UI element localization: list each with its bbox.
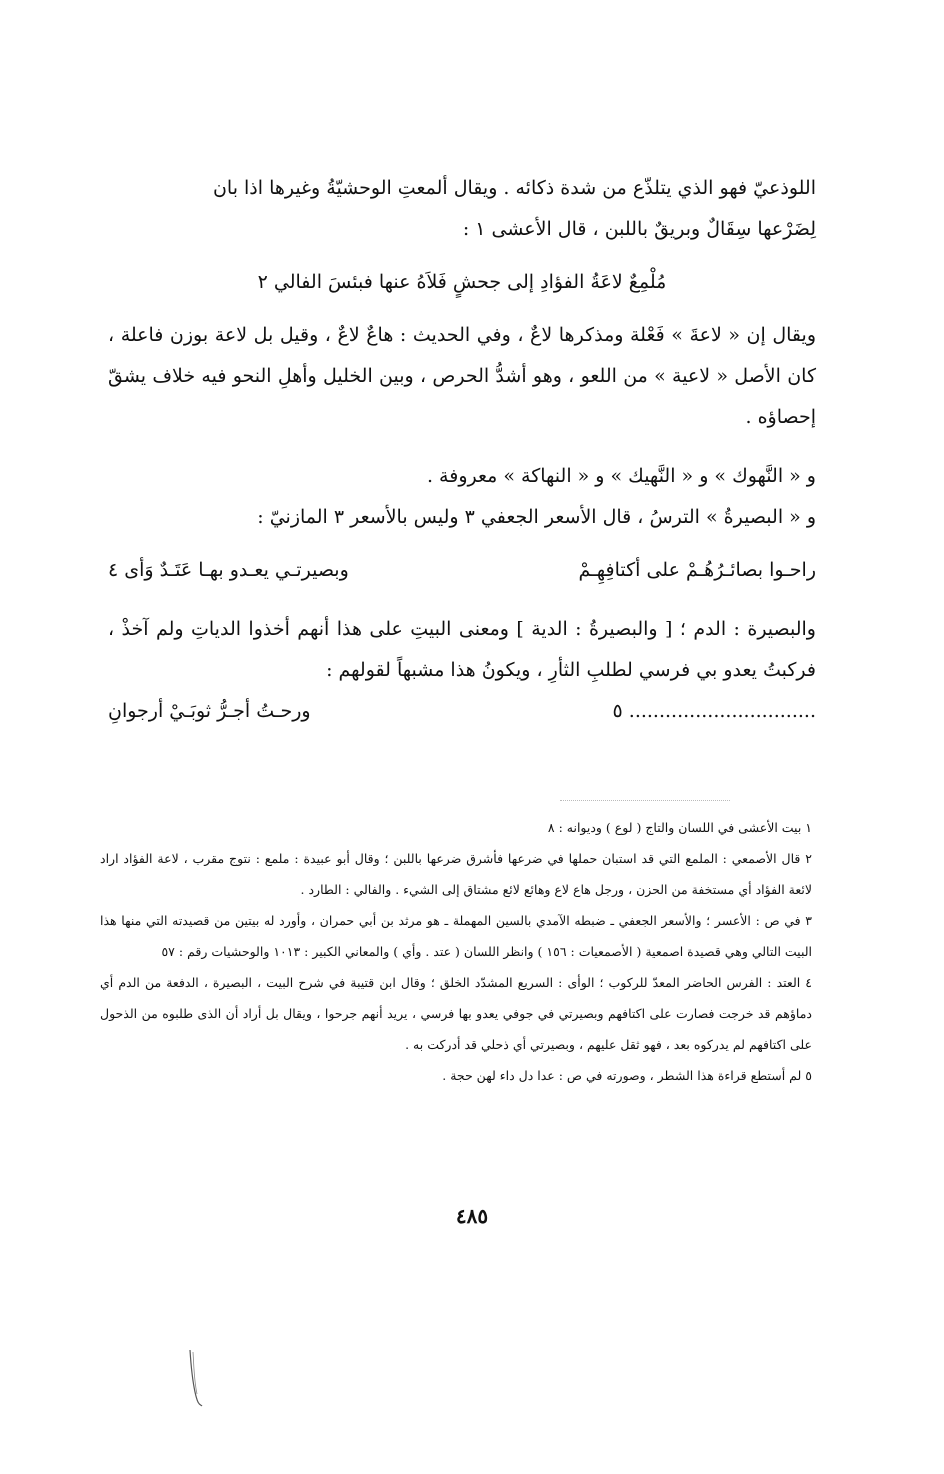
footnote: ٥ لم أستطع قراءة هذا الشطر ، وصورته في ص : عدا دل داء لهن حجة .: [442, 1068, 812, 1083]
footnote: ٤ العتد : الفرس الحاضر المعدّ للركوب ؛ الوأى : السريع المشدّد الخلق ؛ وقال ابن قتيبة في شرح البيت ، البصيرة ، الدفعة من الدم أي دماؤهم قد خرجت فصارت على اكتافهم وبصيرتي في جوفي يعدو بها فرسي ، يريد أنهم جرحوا ، ويقال بل أراد أن الذى طلبوه من الذحول على اكتافهم لم يدركوه بعد ، فهو ثقل عليهم ، وبصيرتي أي ذحلي قد أدركت به .: [100, 975, 812, 1052]
verse-line: [108, 691, 816, 732]
verse-line: مُلْمِعٌ لاعَةُ الفؤادِ إلى جحشٍ فَلاَهُ عنها فبئسَ الفالي ٢: [257, 271, 667, 293]
verse-second-hemistich: ورحـتُ أجـرُّ ثوبَـيْ أرجوانِ: [108, 700, 311, 722]
footnote: ٣ في ص : الأعسر ؛ والأسعر الجعفي ـ ضبطه الآمدي بالسين المهملة ـ هو مرثد بن أبي حمران ، وأورد له بيتين من قصيدته التي منها هذا البيت التالي وهي قصيدة اصمعية ( الأصمعيات : ١٥٦ ) وانظر اللسان ( عتد . وأي ) والمعاني الكبير : ١٠١٣ والوحشيات رقم : ٥٧: [100, 913, 812, 959]
verse-first-hemistich: ............................... ٥: [612, 700, 816, 722]
main-text: [108, 168, 816, 732]
footnotes: [100, 812, 812, 1091]
verse-second-hemistich: وبصيرتـي يعـدو بهـا عَتَـدٌ وَأى ٤: [108, 559, 349, 581]
verse-line: [108, 550, 816, 591]
text-line: و « النَّهوك » و « النَّهيك » و « النهاكة » معروفة .: [426, 465, 816, 487]
verse-first-hemistich: راحـوا بصائـرُهُـمْ على أكتافِهِـمْ: [578, 559, 816, 581]
page-number: ٤٨٥: [455, 1204, 489, 1228]
text-line: اللوذعيّ فهو الذي يتلذّع من شدة ذكائه . ويقال ألمعتِ الوحشيّةُ وغيرها اذا بان: [212, 177, 816, 199]
footnote: ١ بيت الأعشى في اللسان والتاج ( لوع ) وديوانه : ٨: [547, 820, 812, 835]
paragraph: ويقال إن « لاعةَ » فَعْلة ومذكرها لاعٌ ، وفي الحديث : هاعٌ لاعٌ ، وقيل بل لاعة بوزن فاعلة ، كان الأصل « لاعية » من اللعو ، وهو أشدُّ الحرص ، وبين الخليل وأهلِ النحو فيه خلاف يشقّ إحصاؤه .: [108, 324, 816, 428]
text-line: و « البصيرةُ » الترسُ ، قال الأسعر الجعفي ٣ وليس بالأسعر ٣ المازنيّ :: [257, 506, 816, 528]
paragraph: والبصيرة : الدم ؛ [ والبصيرةُ : الدية ] ومعنى البيتِ على هذا أنهم أخذوا الدياتِ ولم آخذْ ، فركبتُ يعدو بي فرسي لطلبِ الثأرِ ، ويكونُ هذا مشبهاً لقولهم :: [108, 618, 816, 681]
text-line: لِضَرْعها سِقَالٌ وبريقٌ باللبن ، قال الأعشى ١ :: [462, 218, 816, 240]
footnote-separator: [560, 800, 730, 801]
footnote: ٢ قال الأصمعي : الملمع التي قد استبان حملها في ضرعها فأشرق ضرعها باللبن ؛ وقال أبو عبيدة : ملمع : نتوج مقرب ، لاعة الفؤاد اراد لائعة الفؤاد أي مستخفة من الحزن ، ورجل هاع لاع وهائع لائع مشتاق إلى الشيء . والفالي : الطارد .: [100, 851, 812, 897]
pencil-mark: [186, 1348, 206, 1408]
